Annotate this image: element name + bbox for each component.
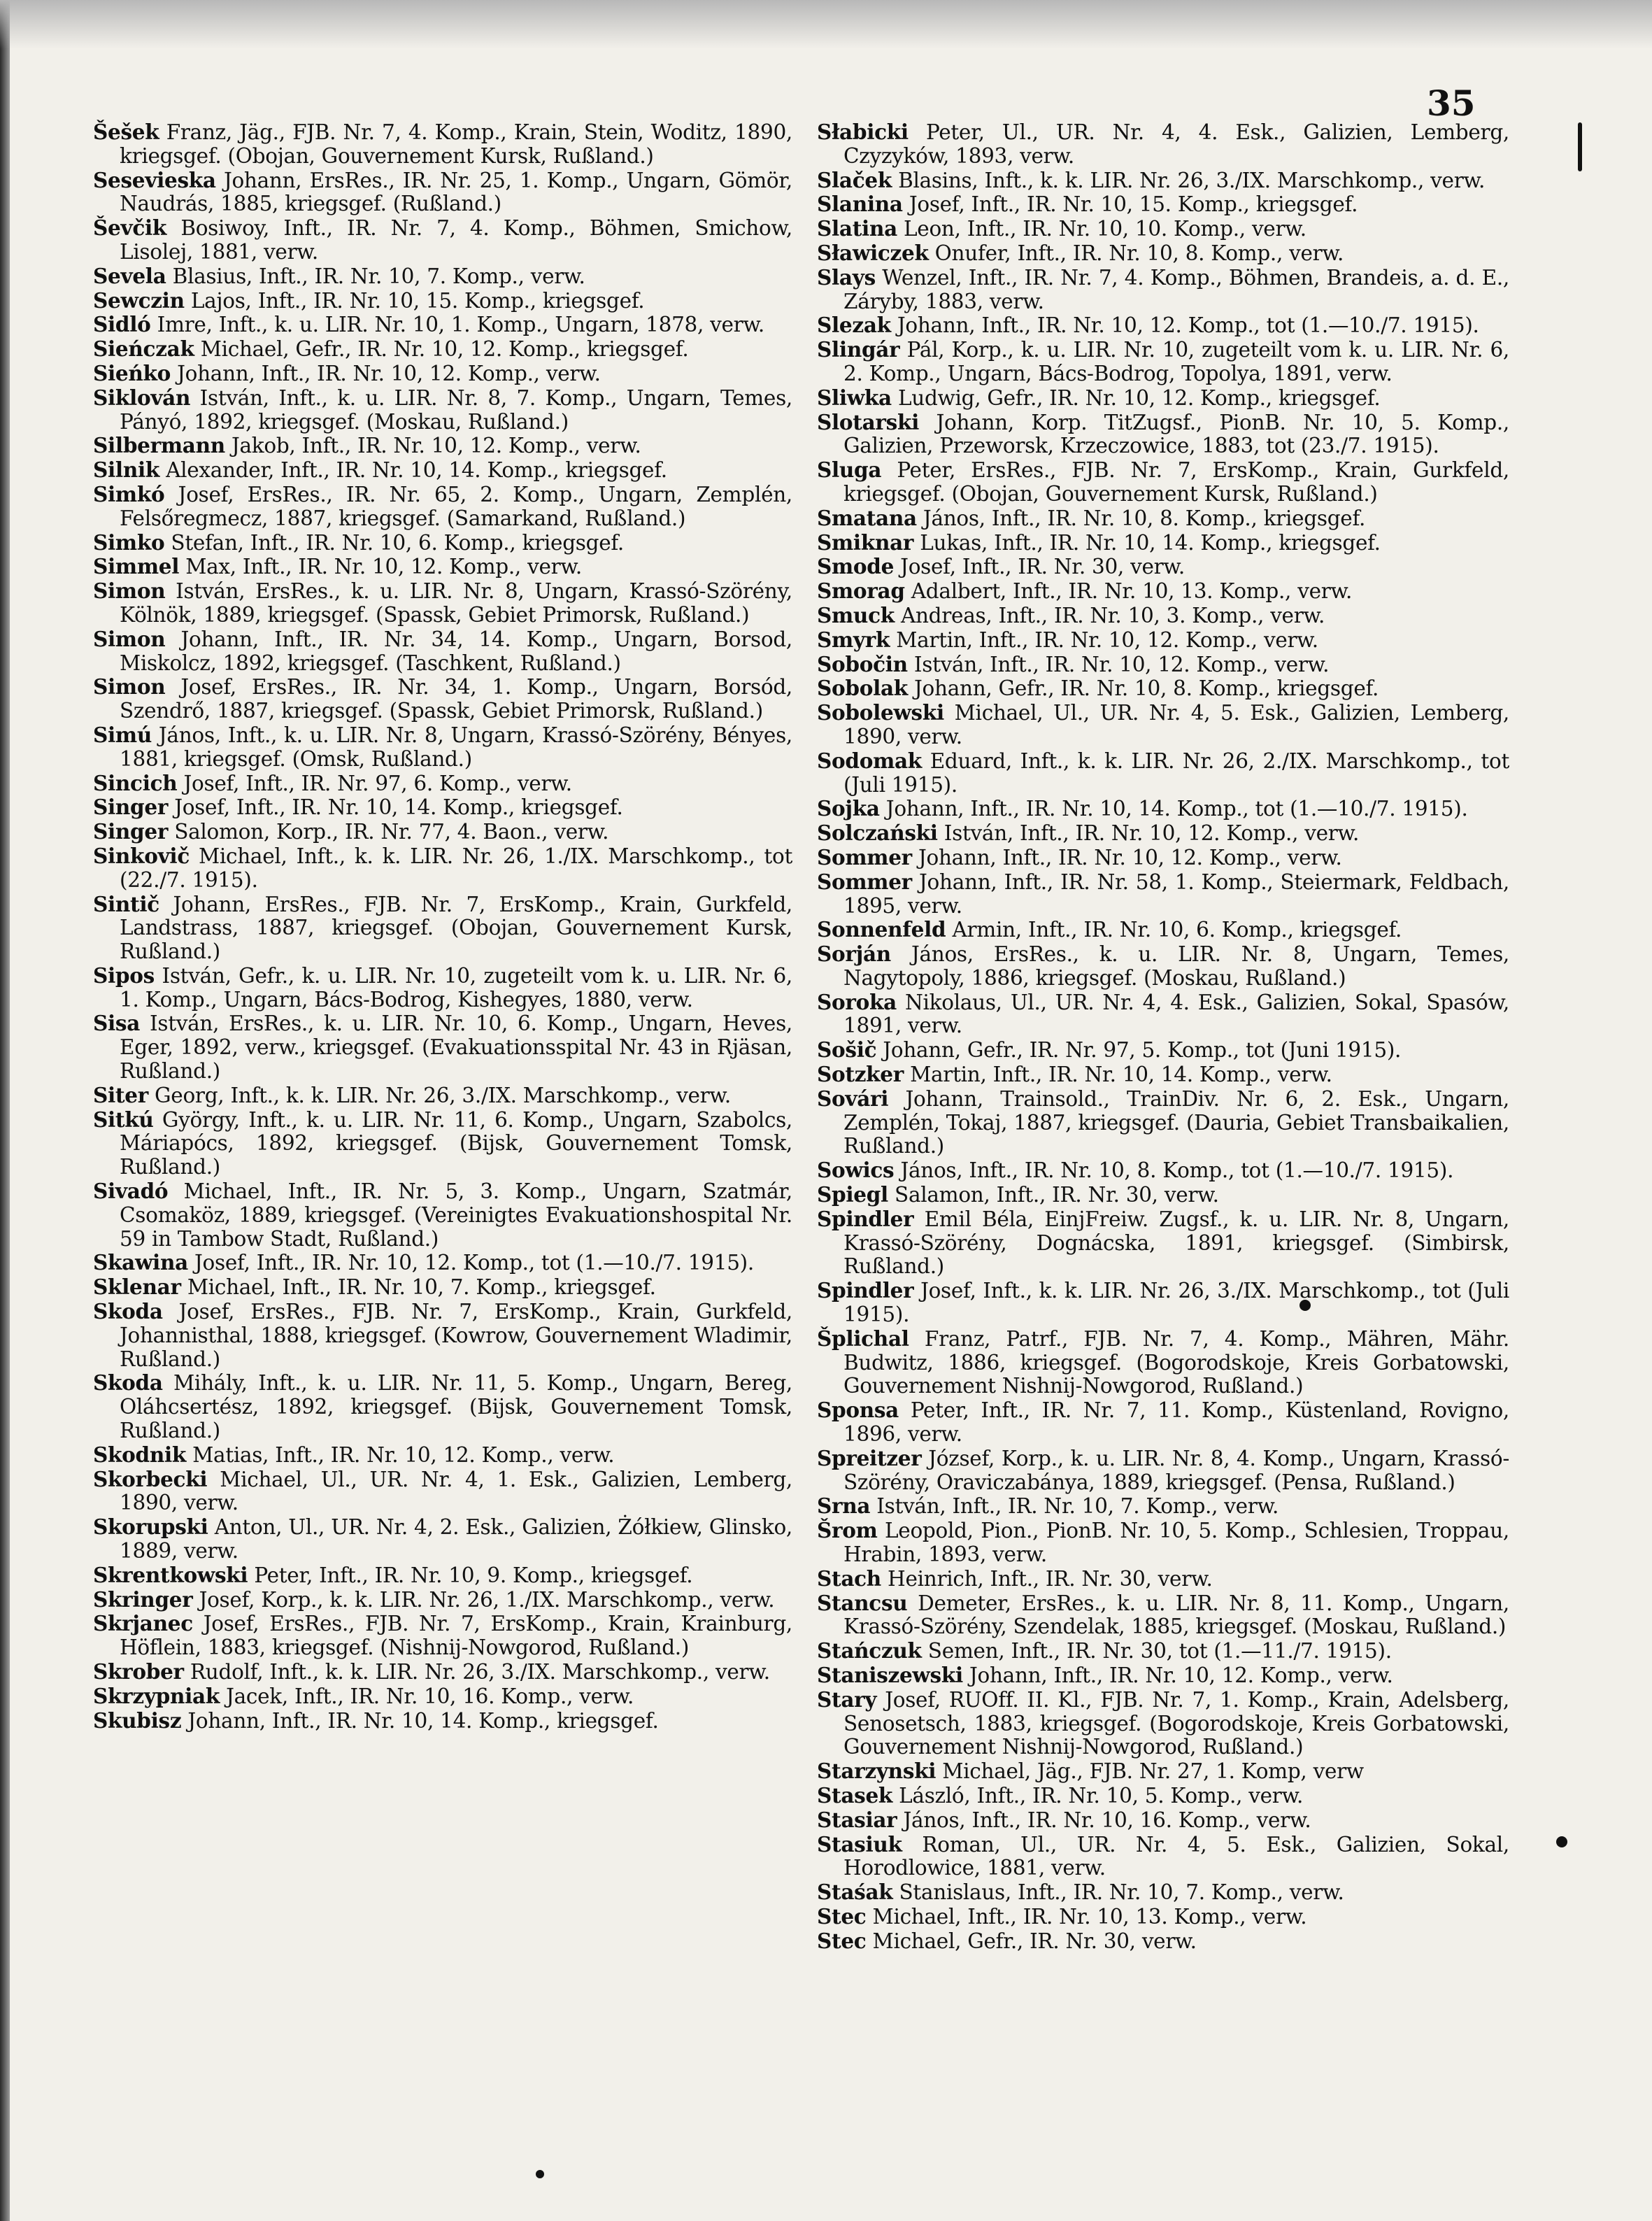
register-entry [817,241,1509,266]
entry-surname: Skodnik [93,1442,187,1467]
entry-surname: Simko [93,530,165,555]
entry-surname: Slaček [817,167,892,192]
entry-surname: Skorbecki [93,1466,208,1491]
entry-surname: Sodomak [817,748,922,773]
entry-surname: Skoda [93,1370,163,1396]
entry-details: Josef, ErsRes., IR. Nr. 34, 1. Komp., Ungarn, Borsód, Szendrő, 1887, kriegsgef. (Spassk, Gebiet Primorsk, Rußland.) [120,675,793,723]
entry-details: Matias, Inft., IR. Nr. 10, 12. Komp., verw. [192,1442,615,1467]
register-entry [817,628,1509,653]
entry-surname: Simon [93,626,166,651]
entry-details: István, Inft., IR. Nr. 10, 12. Komp., verw. [944,821,1360,846]
register-entry [93,1179,792,1251]
register-entry [817,169,1509,193]
entry-details: Jakob, Inft., IR. Nr. 10, 12. Komp., verw. [231,434,641,458]
register-entry [817,531,1509,555]
entry-details: Michael, Inft., k. k. LIR. Nr. 26, 1./IX. Marschkomp., tot (22./7. 1915). [120,844,792,892]
entry-details: Johann, Inft., IR. Nr. 10, 14. Komp., kriegsgef. [187,1708,659,1733]
entry-details: Wenzel, Inft., IR. Nr. 7, 4. Komp., Böhmen, Brandeis, a. d. E., Záryby, 1883, verw. [843,265,1510,313]
entry-details: István, Gefr., k. u. LIR. Nr. 10, zugeteilt vom k. u. LIR. Nr. 6, 1. Komp., Ungarn, Bács-Bodrog, Kishegyes, 1880, verw. [120,963,792,1012]
register-entry [93,772,792,796]
register-entry [817,1447,1509,1495]
entry-surname: Ševčik [93,215,167,241]
entry-surname: Sieńko [93,360,171,385]
entry-surname: Spindler [817,1278,914,1303]
entry-details: Johann, ErsRes., FJB. Nr. 7, ErsKomp., Krain, Gurkfeld, Landstrass, 1887, kriegsgef. (Obojan, Gouvernement Kursk, Rußland.) [120,892,793,964]
entry-surname: Simon [93,674,166,700]
entry-details: Emil Béla, EinjFreiw. Zugsf., k. u. LIR. Nr. 8, Ungarn, Krassó-Szörény, Dognácska, 1891, kriegsgef. (Simbirsk, Rußland.) [843,1207,1510,1279]
entry-surname: Smode [817,554,895,579]
entry-surname: Siklován [93,385,191,410]
entry-surname: Sieńczak [93,336,194,362]
register-entry [93,723,792,772]
entry-surname: Sisa [93,1011,141,1036]
entry-surname: Stancsu [817,1590,908,1615]
entry-surname: Sinkovič [93,843,190,868]
entry-details: Johann, Gefr., IR. Nr. 10, 8. Komp., kriegsgef. [914,676,1379,701]
register-entry [817,1494,1509,1519]
entry-surname: Słabicki [817,120,909,144]
entry-surname: Skrjanec [93,1611,193,1636]
margin-mark [1578,122,1582,171]
register-entry [93,313,792,337]
entry-surname: Slotarski [817,409,920,434]
entry-details: György, Inft., k. u. LIR. Nr. 11, 6. Komp., Ungarn, Szabolcs, Máriapócs, 1892, kriegsgef. (Bijsk, Gouvernement Tomsk, Rußland.) [120,1107,793,1179]
register-entry [817,555,1509,579]
register-entry [93,1108,792,1179]
entry-surname: Spreitzer [817,1445,922,1470]
entry-surname: Skoda [93,1299,163,1324]
entry-details: Roman, Ul., UR. Nr. 4, 5. Esk., Galizien, Sokal, Horodlowice, 1881, verw. [843,1832,1510,1880]
entry-surname: Skrzypniak [93,1683,220,1708]
entry-details: Johann, Gefr., IR. Nr. 97, 5. Komp., tot (Juni 1915). [883,1038,1402,1063]
entry-surname: Šrom [817,1518,878,1543]
register-entry [93,1684,792,1709]
entry-surname: Stec [817,1928,867,1953]
entry-details: Josef, Inft., IR. Nr. 10, 15. Komp., kriegsgef. [909,192,1358,217]
ink-dot [1556,1836,1567,1847]
register-entry [93,1660,792,1684]
entry-details: Josef, Inft., IR. Nr. 97, 6. Komp., verw. [183,771,572,795]
entry-details: Josef, ErsRes., FJB. Nr. 7, ErsKomp., Krain, Gurkfeld, Johannisthal, 1888, kriegsgef. (Kowrow, Gouvernement Wladimir, Rußland.) [120,1300,792,1371]
entry-surname: Srna [817,1493,871,1519]
entry-details: János, Inft., IR. Nr. 10, 8. Komp., kriegsgef. [923,506,1366,530]
entry-surname: Skawina [93,1250,188,1275]
entry-details: Armin, Inft., IR. Nr. 10, 6. Komp., kriegsgef. [952,918,1402,942]
entry-details: Georg, Inft., k. k. LIR. Nr. 26, 3./IX. Marschkomp., verw. [155,1083,731,1107]
register-entry [93,1468,792,1516]
entry-details: Demeter, ErsRes., k. u. LIR. Nr. 8, 11. Komp., Ungarn, Krassó-Szörény, Szendelak, 1885, kriegsgef. (Moskau, Rußland.) [843,1591,1509,1639]
register-entry [93,1084,792,1108]
entry-details: Josef, Inft., IR. Nr. 30, verw. [900,555,1185,579]
entry-surname: Stary [817,1687,877,1712]
entry-details: Stanislaus, Inft., IR. Nr. 10, 7. Komp., verw. [899,1880,1344,1905]
register-entry [93,531,792,555]
entry-details: Rudolf, Inft., k. k. LIR. Nr. 26, 3./IX. Marschkomp., verw. [190,1660,770,1684]
entry-surname: Sliwka [817,385,892,410]
entry-details: Stefan, Inft., IR. Nr. 10, 6. Komp., kriegsgef. [171,530,624,555]
entry-surname: Slanina [817,192,903,217]
entry-surname: Sławiczek [817,240,929,265]
entry-surname: Singer [93,795,169,820]
entry-surname: Slingár [817,337,900,362]
entry-details: Michael, Gefr., IR. Nr. 30, verw. [872,1929,1197,1953]
entry-surname: Spiegl [817,1182,888,1207]
entry-details: Johann, Inft., IR. Nr. 58, 1. Komp., Steiermark, Feldbach, 1895, verw. [843,870,1509,918]
entry-details: Salamon, Inft., IR. Nr. 30, verw. [895,1183,1219,1207]
register-entry [93,169,792,217]
entry-details: Peter, Ul., UR. Nr. 4, 4. Esk., Galizien, Lemberg, Czyzyków, 1893, verw. [843,120,1509,168]
entry-surname: Siter [93,1082,148,1107]
entry-details: Michael, Inft., IR. Nr. 10, 13. Komp., verw. [872,1904,1307,1929]
entry-details: Onufer, Inft., IR. Nr. 10, 8. Komp., verw. [934,241,1344,265]
entry-surname: Stach [817,1566,881,1591]
entry-surname: Stasiar [817,1807,897,1832]
entry-details: Max, Inft., IR. Nr. 10, 12. Komp., verw. [185,555,582,579]
register-entry [93,555,792,579]
entry-details: Michael, Ul., UR. Nr. 4, 1. Esk., Galizien, Lemberg, 1890, verw. [120,1467,793,1515]
entry-surname: Sotzker [817,1062,904,1087]
register-entry [817,701,1509,749]
register-entry [93,264,792,289]
entry-details: Peter, ErsRes., FJB. Nr. 7, ErsKomp., Krain, Gurkfeld, kriegsgef. (Obojan, Gouvernement Kursk, Rußland.) [843,458,1510,506]
register-entry [817,1398,1509,1447]
entry-surname: Smorag [817,579,905,604]
entry-surname: Skrentkowski [93,1562,248,1587]
entry-surname: Sitkú [93,1107,154,1132]
entry-details: Michael, Inft., IR. Nr. 5, 3. Komp., Ungarn, Szatmár, Csomaköz, 1889, kriegsgef. (Vereinigtes Evakuationshospital Nr. 59 in Tambow Stadt, Rußland.) [120,1179,793,1251]
entry-details: Leon, Inft., IR. Nr. 10, 10. Komp., verw. [904,217,1306,241]
entry-surname: Sobočin [817,651,908,676]
register-entry [817,797,1509,821]
entry-details: János, Inft., IR. Nr. 10, 8. Komp., tot (1.—10./7. 1915). [900,1158,1454,1183]
entry-details: Blasins, Inft., k. k. LIR. Nr. 26, 3./IX. Marschkomp., verw. [898,168,1486,192]
entry-details: István, Inft., k. u. LIR. Nr. 8, 7. Komp., Ungarn, Temes, Pányó, 1892, kriegsgef. (Moskau, Rußland.) [120,385,792,434]
entry-surname: Staśak [817,1880,893,1905]
entry-details: Josef, RUOff. II. Kl., FJB. Nr. 7, 1. Komp., Krain, Adelsberg, Senosetsch, 1883, kriegsgef. (Bogorodskoje, Kreis Gorbatowski, Gouvernement Nishnij-Nowgorod, Rußland.) [843,1687,1509,1759]
register-entry [817,1759,1509,1784]
ink-dot [536,2170,544,2178]
entry-details: Josef, ErsRes., FJB. Nr. 7, ErsKomp., Krain, Krainburg, Höflein, 1883, kriegsgef. (Nishnij-Nowgorod, Rußland.) [120,1612,793,1660]
entry-surname: Soroka [817,989,897,1014]
entry-details: István, ErsRes., k. u. LIR. Nr. 8, Ungarn, Krassó-Szörény, Kölnök, 1889, kriegsgef. (Spassk, Gebiet Primorsk, Rußland.) [120,579,793,627]
register-entry [93,844,792,893]
register-entry [817,821,1509,846]
page-edge-shadow [0,0,10,2221]
register-entry [93,216,792,264]
entry-details: Josef, ErsRes., IR. Nr. 65, 2. Komp., Ungarn, Zemplén, Felsőregmecz, 1887, kriegsgef. (Samarkand, Rußland.) [120,482,793,530]
entry-details: Semen, Inft., IR. Nr. 30, tot (1.—11./7. 1915). [927,1639,1392,1663]
register-entry [817,918,1509,942]
entry-surname: Sewczin [93,288,185,313]
register-entry [93,434,792,458]
entry-details: Nikolaus, Ul., UR. Nr. 4, 4. Esk., Galizien, Sokal, Spasów, 1891, verw. [843,990,1509,1038]
register-entry [817,1158,1509,1183]
register-entry [93,1371,792,1442]
register-entry [817,676,1509,701]
entry-surname: Sojka [817,796,880,821]
register-entry [817,1591,1509,1640]
page-number: 35 [1427,83,1476,124]
entry-details: Johann, Trainsold., TrainDiv. Nr. 6, 2. Esk., Ungarn, Zemplén, Tokaj, 1887, kriegsgef. (Dauria, Gebiet Transbaikalien, Rußland.) [843,1086,1510,1158]
entry-details: Michael, Inft., IR. Nr. 10, 7. Komp., kriegsgef. [187,1275,656,1300]
entry-surname: Stec [817,1903,867,1929]
register-entry [93,893,792,964]
entry-details: Johann, Inft., IR. Nr. 34, 14. Komp., Ungarn, Borsod, Miskolcz, 1892, kriegsgef. (Taschkent, Rußland.) [120,627,793,675]
register-entry [817,1808,1509,1833]
entry-surname: Singer [93,819,169,844]
register-entry [817,1087,1509,1158]
register-entry [93,1588,792,1612]
register-entry [817,217,1509,241]
register-entry [93,1515,792,1563]
register-entry [817,1929,1509,1954]
entry-details: Martin, Inft., IR. Nr. 10, 14. Komp., verw. [910,1063,1332,1087]
register-entry [817,653,1509,677]
register-entry [817,1038,1509,1063]
register-entry [93,120,792,169]
register-entry [817,579,1509,604]
register-entry [817,604,1509,628]
register-entry [93,1251,792,1275]
register-entry [93,483,792,531]
entry-details: Johann, Inft., IR. Nr. 10, 12. Komp., verw. [918,845,1342,870]
entry-details: László, Inft., IR. Nr. 10, 5. Komp., verw. [899,1783,1304,1808]
entry-details: István, Inft., IR. Nr. 10, 7. Komp., verw. [876,1494,1279,1519]
entry-surname: Sobolewski [817,700,944,725]
entry-surname: Simkó [93,481,165,506]
entry-surname: Simon [93,579,166,604]
entry-surname: Skrober [93,1659,184,1684]
register-entry [93,386,792,434]
entry-details: Lukas, Inft., IR. Nr. 10, 14. Komp., kriegsgef. [920,530,1381,555]
entry-details: Blasius, Inft., IR. Nr. 10, 7. Komp., verw. [172,264,585,288]
register-entry [817,506,1509,531]
entry-surname: Silnik [93,457,160,483]
entry-surname: Starzynski [817,1759,937,1784]
left-column [93,120,792,1733]
register-entry [93,1563,792,1588]
entry-surname: Sošič [817,1037,877,1063]
entry-surname: Sipos [93,963,155,988]
entry-details: Pál, Korp., k. u. LIR. Nr. 10, zugeteilt vom k. u. LIR. Nr. 6, 2. Komp., Ungarn, Bács-Bodrog, Topolya, 1891, verw. [843,338,1509,385]
entry-surname: Simú [93,722,152,747]
register-entry [93,1612,792,1660]
entry-details: Mihály, Inft., k. u. LIR. Nr. 11, 5. Komp., Ungarn, Bereg, Oláhcsertész, 1892, kriegsgef. (Bijsk, Gouvernement Tomsk, Rußland.) [120,1371,793,1443]
register-entry [817,1063,1509,1087]
entry-surname: Sklenar [93,1275,181,1300]
register-entry [93,458,792,483]
entry-details: Josef, Inft., IR. Nr. 10, 14. Komp., kriegsgef. [174,795,623,820]
register-entry [817,1663,1509,1688]
entry-surname: Simmel [93,554,180,579]
entry-surname: Sovári [817,1086,889,1111]
register-entry [817,1183,1509,1207]
entry-details: Johann, Inft., IR. Nr. 10, 12. Komp., verw. [969,1663,1393,1687]
entry-details: Peter, Inft., IR. Nr. 10, 9. Komp., kriegsgef. [254,1563,693,1587]
entry-surname: Šplichal [817,1326,909,1351]
register-entry [817,1833,1509,1881]
entry-surname: Sidló [93,312,151,337]
entry-details: Alexander, Inft., IR. Nr. 10, 14. Komp., kriegsgef. [166,458,667,483]
entry-details: Franz, Jäg., FJB. Nr. 7, 4. Komp., Krain, Stein, Woditz, 1890, kriegsgef. (Obojan, Gouvernement Kursk, Rußland.) [120,120,792,168]
entry-surname: Sincich [93,770,178,795]
register-entry [817,749,1509,797]
register-entry [817,458,1509,506]
entry-details: János, ErsRes., k. u. LIR. Nr. 8, Ungarn, Temes, Nagytopoly, 1886, kriegsgef. (Moskau, Rußland.) [843,942,1510,990]
entry-details: Johann, Inft., IR. Nr. 10, 12. Komp., verw. [177,361,601,385]
entry-details: János, Inft., IR. Nr. 10, 16. Komp., verw. [903,1808,1311,1832]
entry-surname: Sevela [93,263,166,288]
register-entry [93,820,792,844]
entry-details: Heinrich, Inft., IR. Nr. 30, verw. [888,1566,1213,1591]
entry-surname: Slezak [817,313,891,338]
entry-details: Adalbert, Inft., IR. Nr. 10, 13. Komp., verw. [911,579,1353,604]
entry-details: Leopold, Pion., PionB. Nr. 10, 5. Komp., Schlesien, Troppau, Hrabin, 1893, verw. [843,1519,1509,1567]
entry-details: Josef, Inft., IR. Nr. 10, 12. Komp., tot (1.—10./7. 1915). [194,1251,754,1275]
entry-details: Eduard, Inft., k. k. LIR. Nr. 26, 2./IX. Marschkomp., tot (Juli 1915). [843,748,1510,797]
entry-surname: Sobolak [817,676,908,701]
register-entry [817,1279,1509,1327]
entry-surname: Sonnenfeld [817,917,946,942]
register-entry [817,1207,1509,1279]
register-entry [93,289,792,313]
register-entry [817,313,1509,338]
register-entry [817,120,1509,169]
entry-details: János, Inft., k. u. LIR. Nr. 8, Ungarn, Krassó-Szörény, Bényes, 1881, kriegsgef. (Omsk, Rußland.) [120,723,792,771]
register-entry [817,1784,1509,1808]
register-entry [817,846,1509,870]
entry-surname: Slays [817,264,876,290]
register-entry [817,1905,1509,1929]
entry-details: Martin, Inft., IR. Nr. 10, 12. Komp., verw. [896,627,1318,652]
entry-details: Imre, Inft., k. u. LIR. Nr. 10, 1. Komp., Ungarn, 1878, verw. [157,313,765,337]
register-entry [93,337,792,362]
register-entry [93,1300,792,1371]
entry-surname: Stasiuk [817,1831,902,1857]
entry-surname: Sintič [93,891,159,916]
entry-surname: Spindler [817,1206,914,1231]
register-entry [93,964,792,1012]
entry-details: Josef, Korp., k. k. LIR. Nr. 26, 1./IX. Marschkomp., verw. [199,1587,775,1612]
entry-surname: Smyrk [817,627,890,652]
right-column [817,120,1509,1954]
register-entry [93,1709,792,1733]
entry-surname: Stańczuk [817,1638,922,1663]
entry-details: Andreas, Inft., IR. Nr. 10, 3. Komp., verw. [900,603,1325,627]
entry-surname: Sommer [817,844,912,870]
entry-surname: Šešek [93,120,159,144]
register-entry [817,192,1509,217]
register-entry [817,1567,1509,1591]
register-entry [817,1688,1509,1759]
register-entry [93,362,792,386]
entry-details: Salomon, Korp., IR. Nr. 77, 4. Baon., verw. [174,820,609,844]
entry-details: Michael, Jäg., FJB. Nr. 27, 1. Komp, verw [942,1759,1364,1784]
entry-surname: Sorján [817,942,891,967]
register-entry [817,991,1509,1039]
register-entry [817,870,1509,918]
register-entry [93,675,792,723]
register-entry [817,266,1509,314]
entry-details: István, ErsRes., k. u. LIR. Nr. 10, 6. Komp., Ungarn, Heves, Eger, 1892, verw., kriegsgef. (Evakuationsspital Nr. 43 in Rjäsan, Rußland.) [120,1012,793,1084]
entry-details: Lajos, Inft., IR. Nr. 10, 15. Komp., kriegsgef. [190,288,645,313]
entry-surname: Sommer [817,869,912,894]
register-entry [93,1012,792,1083]
entry-details: Franz, Patrf., FJB. Nr. 7, 4. Komp., Mähren, Mähr. Budwitz, 1886, kriegsgef. (Bogorodskoje, Kreis Gorbatowski, Gouvernement Nishnij-Nowgorod, Rußland.) [843,1326,1509,1398]
entry-surname: Sivadó [93,1179,169,1204]
register-entry [817,386,1509,411]
entry-surname: Slatina [817,216,897,241]
entry-surname: Solczański [817,821,938,846]
entry-details: Jacek, Inft., IR. Nr. 10, 16. Komp., verw. [226,1684,634,1708]
entry-details: Anton, Ul., UR. Nr. 4, 2. Esk., Galizien, Żółkiew, Glinsko, 1889, verw. [120,1515,793,1563]
register-entry [817,338,1509,386]
page-top-shadow [0,0,1652,49]
entry-surname: Skorupski [93,1514,208,1540]
entry-details: Josef, Inft., k. k. LIR. Nr. 26, 3./IX. Marschkomp., tot (Juli 1915). [843,1279,1510,1327]
entry-details: Johann, Korp. TitZugsf., PionB. Nr. 10, 5. Komp., Galizien, Przeworsk, Krzeczowice, 1883, tot (23./7. 1915). [843,410,1510,458]
entry-surname: Skringer [93,1587,193,1612]
register-entry [817,942,1509,991]
entry-details: Bosiwoy, Inft., IR. Nr. 7, 4. Komp., Böhmen, Smichow, Lisolej, 1881, verw. [120,216,792,264]
entry-surname: Silbermann [93,433,225,458]
entry-details: Ludwig, Gefr., IR. Nr. 10, 12. Komp., kriegsgef. [897,385,1381,410]
entry-surname: Staniszewski [817,1663,963,1687]
entry-details: József, Korp., k. u. LIR. Nr. 8, 4. Komp., Ungarn, Krassó-Szörény, Oraviczabánya, 1889, kriegsgef. (Pensa, Rußland.) [843,1446,1510,1494]
entry-surname: Skubisz [93,1708,182,1733]
entry-details: István, Inft., IR. Nr. 10, 12. Komp., verw. [913,652,1330,676]
entry-surname: Sluga [817,457,882,483]
entry-details: Johann, Inft., IR. Nr. 10, 14. Komp., tot (1.—10./7. 1915). [885,797,1468,821]
entry-surname: Stasek [817,1782,893,1808]
entry-details: Johann, Inft., IR. Nr. 10, 12. Komp., tot (1.—10./7. 1915). [897,313,1479,338]
entry-surname: Smatana [817,505,917,530]
register-entry [93,627,792,676]
register-entry [93,795,792,820]
register-entry [817,411,1509,459]
register-entry [817,1327,1509,1398]
register-entry [93,1443,792,1468]
entry-details: Johann, ErsRes., IR. Nr. 25, 1. Komp., Ungarn, Gömör, Naudrás, 1885, kriegsgef. (Rußland.) [120,168,792,216]
register-entry [817,1639,1509,1663]
entry-surname: Smiknar [817,530,914,555]
entry-surname: Sponsa [817,1398,899,1423]
entry-surname: Sesevieska [93,167,216,192]
register-entry [817,1519,1509,1567]
register-entry [817,1880,1509,1905]
entry-details: Michael, Ul., UR. Nr. 4, 5. Esk., Galizien, Lemberg, 1890, verw. [843,701,1509,748]
entry-surname: Smuck [817,602,895,627]
register-entry [93,1275,792,1300]
entry-surname: Sowics [817,1158,895,1183]
entry-details: Peter, Inft., IR. Nr. 7, 11. Komp., Küstenland, Rovigno, 1896, verw. [843,1398,1510,1447]
register-entry [93,579,792,627]
entry-details: Michael, Gefr., IR. Nr. 10, 12. Komp., kriegsgef. [200,337,689,362]
